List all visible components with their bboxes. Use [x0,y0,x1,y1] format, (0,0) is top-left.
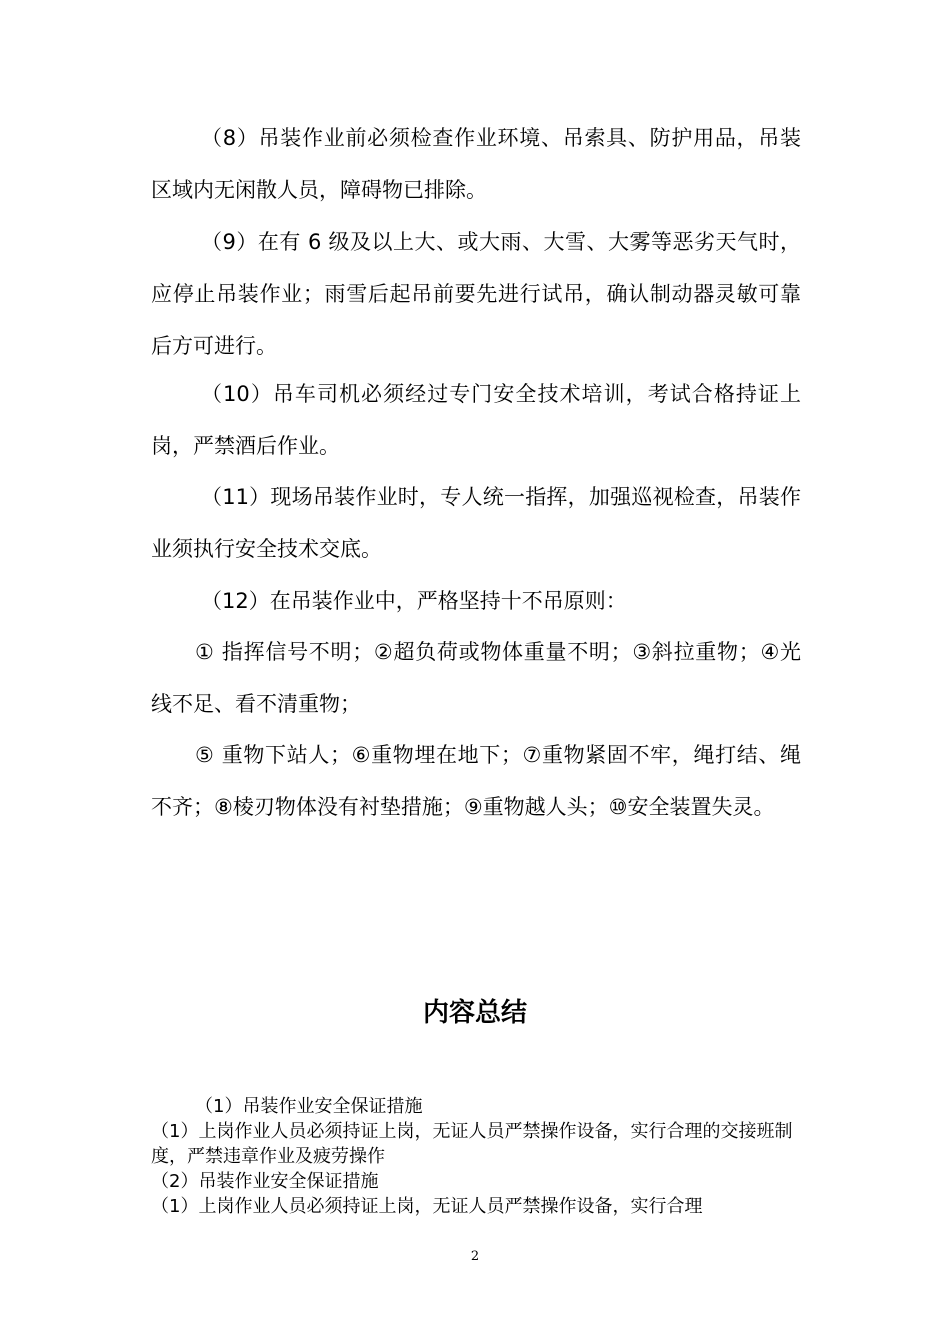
paragraph-ten-rules-a: ① 指挥信号不明；②超负荷或物体重量不明；③斜拉重物；④光线不足、看不清重物； [151,640,801,716]
summary-line: （1）上岗作业人员必须持证上岗，无证人员严禁操作设备，实行合理 [151,1196,703,1217]
summary-block [151,1094,801,1219]
paragraph-item-12: （12）在吊装作业中，严格坚持十不吊原则： [201,589,627,613]
page-number: 2 [470,1249,480,1264]
paragraph-ten-rules-b: ⑤ 重物下站人；⑥重物埋在地下；⑦重物紧固不牢，绳打结、绳不齐；⑧棱刃物体没有衬垫措施；⑨重物越人头；⑩安全装置失灵。 [151,743,801,819]
paragraph-item-9: （9）在有 6 级及以上大、或大雨、大雪、大雾等恶劣天气时，应停止吊装作业；雨雪后起吊前要先进行试吊，确认制动器灵敏可靠后方可进行。 [151,230,801,358]
summary-title: 内容总结 [422,998,527,1028]
summary-line: （1）吊装作业安全保证措施 [195,1096,423,1117]
paragraph-item-10: （10）吊车司机必须经过专门安全技术培训，考试合格持证上岗，严禁酒后作业。 [151,382,801,458]
paragraph-item-8: （8）吊装作业前必须检查作业环境、吊索具、防护用品，吊装区域内无闲散人员，障碍物已排除。 [151,126,801,202]
summary-line: （1）上岗作业人员必须持证上岗，无证人员严禁操作设备，实行合理的交接班制度，严禁违章作业及疲劳操作 [151,1121,793,1167]
paragraph-item-11: （11）现场吊装作业时，专人统一指挥，加强巡视检查，吊装作业须执行安全技术交底。 [151,485,801,561]
summary-line: （2）吊装作业安全保证措施 [151,1171,379,1192]
